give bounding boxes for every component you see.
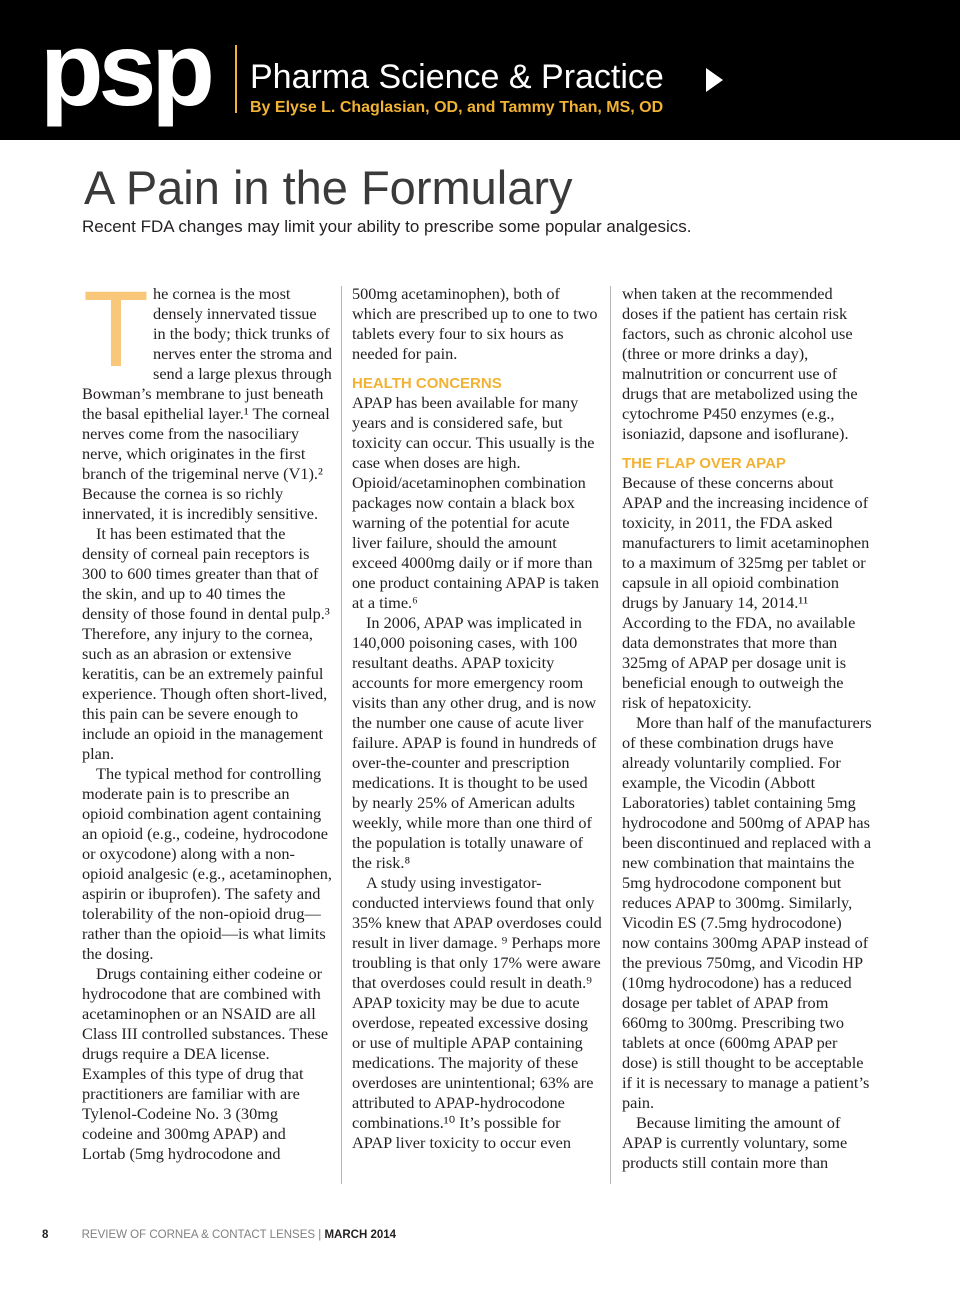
- paragraph-text: More than half of the manufacturers of these combination drugs have already voluntarily complied. For example, the Vicodin (Abbott Laboratories) tablet containing 5mg hydrocodone and 500mg of APAP has been discontinued and replaced with a new combination that maintains the 5mg hydrocodone component but reduces APAP to 300mg. Similarly, Vicodin ES (7.5mg hydrocodone) now contains 300mg APAP instead of the previous 750mg, and Vicodin HP (10mg hydrocodone) has a reduced dosage per tablet of APAP from 660mg to 300mg. Prescribing two tablets at once (600mg APAP per dose) is still thought to be acceptable if it is necessary to manage a patient’s pain.: [622, 713, 872, 1112]
- body-paragraph: [622, 473, 872, 713]
- body-paragraph: [352, 613, 602, 873]
- paragraph-text: APAP has been available for many years and is considered safe, but toxicity can occur. This usually is the case when doses are high. Opioid/acetaminophen combination packages now contain a black box warning of the potential for acute liver failure, should the amount exceed 4000mg daily or if more than one product containing APAP is taken at a time.⁶: [352, 393, 600, 612]
- paragraph-text: The typical method for controlling moderate pain is to prescribe an opioid combination agent containing an opioid (e.g., codeine, hydrocodone or oxycodone) along with a non-opioid analgesic (e.g., acetaminophen, aspirin or ibuprofen). The safety and tolerability of the non-opioid drug—rather than the opioid—is what limits the dosing.: [82, 764, 333, 963]
- paragraph-text: In 2006, APAP was implicated in 140,000 poisoning cases, with 100 resultant deaths. APAP toxicity accounts for more emergency room visits than any other drug, and is now the number one cause of acute liver failure. APAP is found in hundreds of over-the-counter and prescription medications. It is thought to be used by nearly 25% of American adults weekly, while more than one third of the population is totally unaware of the risk.⁸: [352, 613, 597, 872]
- publication-name: REVIEW OF CORNEA & CONTACT LENSES: [81, 1229, 316, 1241]
- article-column-3: [622, 284, 872, 1173]
- psp-logo: psp: [40, 12, 210, 128]
- body-paragraph: [352, 393, 602, 613]
- header-divider: [235, 45, 237, 113]
- paragraph-text: Because of these concerns about APAP and the increasing incidence of toxicity, in 2011, the FDA asked manufacturers to limit acetaminophen to a maximum of 325mg per tablet or capsule in all opioid combination drugs by January 14, 2014.¹¹ According to the FDA, no available data demonstrates that more than 325mg of APAP per dosage unit is beneficial enough to outweigh the risk of hepatoxicity.: [622, 473, 870, 712]
- paragraph-text: A study using investigator-conducted interviews found that only 35% knew that APAP overdoses could result in liver damage. ⁹ Perhaps more troubling is that only 17% were aware that overdoses could result in death.⁹ APAP toxicity may be due to acute overdose, repeated excessive dosing or use of multiple APAP containing medications. The majority of these overdoses are unintentional; 63% are attributed to APAP-hydrocodone combinations.¹⁰ It’s possible for APAP liver toxicity to occur even: [352, 873, 602, 1152]
- footer-separator: |: [318, 1229, 322, 1241]
- article-column-1: [82, 268, 333, 1164]
- page-number: 8: [42, 1229, 49, 1241]
- article-column-2: [352, 284, 602, 1153]
- column-divider: [341, 286, 342, 1184]
- body-paragraph: [622, 713, 872, 1113]
- paragraph-text: he cornea is the most densely innervated tissue in the body; thick trunks of nerves enter the stroma and send a large plexus through Bowman’s membrane to just beneath the basal epithelial layer.¹ The corneal nerves come from the nasociliary nerve, which originates in the first branch of the trigeminal nerve (V1).² Because the cornea is so richly innervated, it is incredibly sensitive.: [82, 284, 333, 523]
- body-paragraph: [82, 524, 332, 764]
- issue-date: MARCH 2014: [324, 1229, 397, 1241]
- department-title: Pharma Science & Practice: [250, 58, 664, 96]
- body-paragraph: [622, 284, 872, 444]
- column-divider: [610, 286, 611, 1184]
- article-subtitle: Recent FDA changes may limit your ability to prescribe some popular analgesics.: [82, 217, 692, 236]
- body-paragraph: [622, 1113, 872, 1173]
- play-arrow-icon: [706, 68, 723, 92]
- section-heading: HEALTH CONCERNS: [352, 375, 502, 392]
- paragraph-text: when taken at the recommended doses if the patient has certain risk factors, such as chronic alcohol use (three or more drinks a day), malnutrition or concurrent use of drugs that are metabolized using the cytochrome P450 enzymes (e.g., isoniazid, dapsone and isoflurane).: [622, 284, 858, 443]
- body-paragraph: [82, 268, 333, 524]
- page-footer: [42, 1229, 396, 1241]
- paragraph-text: Because limiting the amount of APAP is currently voluntary, some products still contain more than: [622, 1113, 848, 1172]
- paragraph-text: 500mg acetaminophen), both of which are prescribed up to one to two tablets every four to six hours as needed for pain.: [352, 284, 598, 363]
- section-heading: THE FLAP OVER APAP: [622, 455, 786, 472]
- header-banner: [0, 0, 960, 140]
- byline: By Elyse L. Chaglasian, OD, and Tammy Than, MS, OD: [250, 99, 664, 116]
- paragraph-text: It has been estimated that the density of corneal pain receptors is 300 to 600 times greater than that of the skin, and up to 40 times the density of those found in dental pulp.³ Therefore, any injury to the cornea, such as an abrasion or extensive keratitis, can be an extremely painful experience. Though often short-lived, this pain can be severe enough to include an opioid in the management plan.: [82, 524, 330, 763]
- body-paragraph: [82, 764, 332, 964]
- paragraph-text: Drugs containing either codeine or hydrocodone that are combined with acetaminophen or an NSAID are all Class III controlled substances. These drugs require a DEA license. Examples of this type of drug that practitioners are familiar with are Tylenol-Codeine No. 3 (30mg codeine and 300mg APAP) and Lortab (5mg hydrocodone and: [82, 964, 329, 1163]
- body-paragraph: [352, 284, 602, 364]
- body-paragraph: [352, 873, 602, 1153]
- body-paragraph: [82, 964, 332, 1164]
- drop-cap: T: [83, 268, 149, 389]
- article-title: A Pain in the Formulary: [84, 161, 573, 214]
